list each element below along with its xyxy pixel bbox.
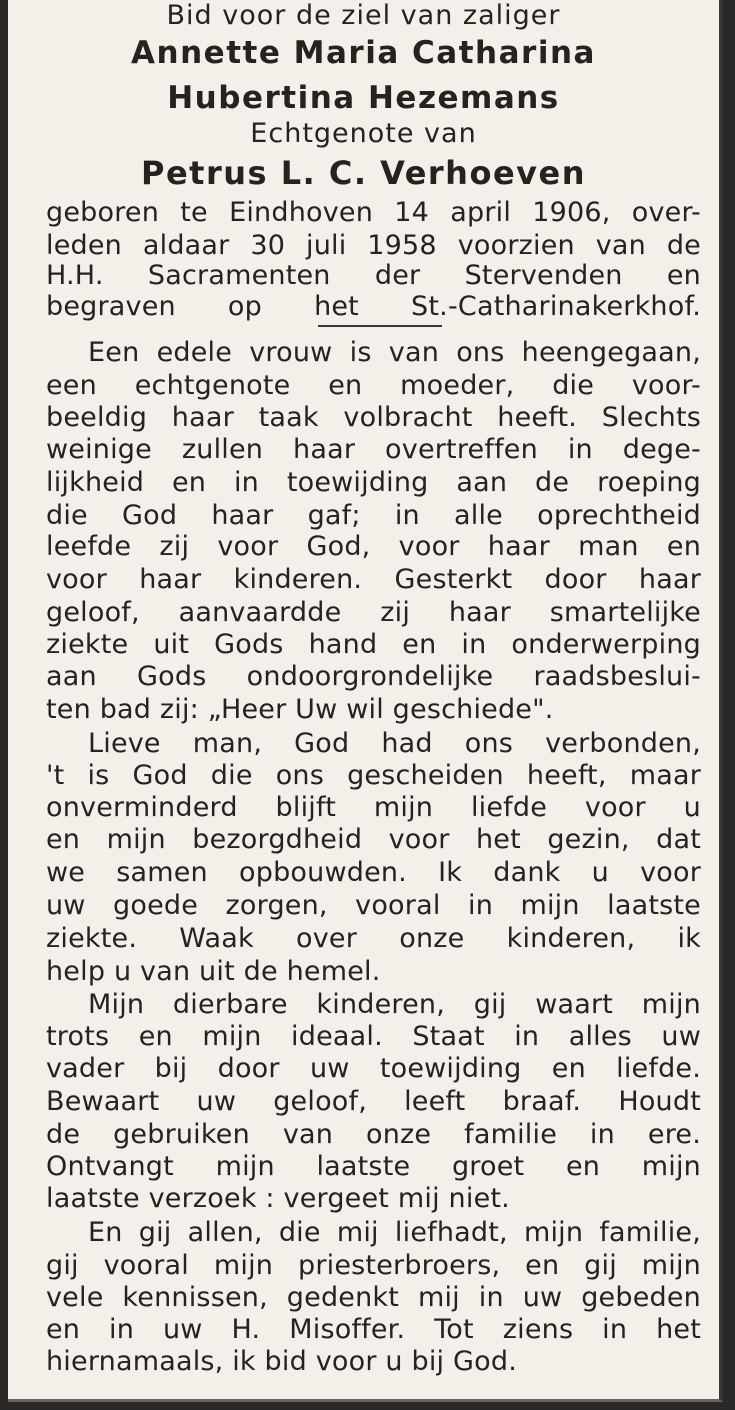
para3-line: Mijn dierbare kinderen, gij waart mijn [88,989,701,1020]
para3-line: Bewaart uw geloof, leeft braaf. Houdt [46,1086,701,1117]
para1-line: weinige zullen haar overtreffen in dege- [46,434,701,465]
para4-line: gij vooral mijn priesterbroers, en gij mijn [46,1250,701,1281]
para2-line: ziekte. Waak over onze kinderen, ik [46,923,701,954]
para4-line: hiernamaals, ik bid voor u bij God. [46,1346,517,1377]
para4-line: en in uw H. Misoffer. Tot ziens in het [46,1314,701,1345]
para3-line: vader bij door uw toewijding en liefde. [46,1053,701,1084]
para1-line: die God haar gaf; in alle oprechtheid [46,500,701,531]
para2-line: we samen opbouwden. Ik dank u voor [46,857,701,888]
para2-line: en mijn bezorgdheid voor het gezin, dat [46,824,701,855]
para2-line: uw goede zorgen, vooral in mijn laatste [46,890,701,921]
deceased-name-line1: Annette Maria Catharina [131,35,596,71]
divider-rule [318,325,442,327]
para4-line: vele kennissen, gedenkt mij in uw gebeden [46,1282,701,1313]
intro-text: Bid voor de ziel van zaliger [166,0,561,31]
memorial-card [8,0,723,1402]
para1-line: ziekte uit Gods hand en in onderwerping [46,629,701,660]
para1-line: leefde zij voor God, voor haar man en [46,531,701,562]
para2-line: Lieve man, God had ons verbonden, [88,728,701,759]
bio-line: geboren te Eindhoven 14 april 1906, over- [46,197,701,228]
bio-line: H.H. Sacramenten der Stervenden en [46,260,701,291]
deceased-name-line2: Hubertina Hezemans [167,80,560,116]
bio-line: leden aldaar 30 juli 1958 voorzien van de [46,230,701,261]
para1-line: Een edele vrouw is van ons heengegaan, [88,337,701,368]
para2-line: onverminderd blijft mijn liefde voor u [46,792,701,823]
para1-line: beeldig haar taak volbracht heeft. Slechts [46,402,701,433]
para1-line: voor haar kinderen. Gesterkt door haar [46,564,701,595]
bio-line: begraven op het St.-Catharinakerkhof. [46,291,701,322]
relation-text: Echtgenote van [250,118,477,149]
para1-line: ten bad zij: „Heer Uw wil geschiede". [46,694,554,725]
para3-line: de gebruiken van onze familie in ere. [46,1119,701,1150]
para3-line: Ontvangt mijn laatste groet en mijn [46,1151,701,1182]
para1-line: lijkheid en in toewijding aan de roeping [46,467,701,498]
para1-line: geloof, aanvaardde zij haar smartelijke [46,597,701,628]
para1-line: een echtgenote en moeder, die voor- [46,370,701,401]
para1-line: aan Gods ondoorgrondelijke raadsbeslui- [46,661,701,692]
para2-line: help u van uit de hemel. [46,956,381,987]
para2-line: 't is God die ons gescheiden heeft, maar [46,760,701,791]
para3-line: trots en mijn ideaal. Staat in alles uw [46,1021,701,1052]
spouse-name: Petrus L. C. Verhoeven [141,154,586,192]
para3-line: laatste verzoek : vergeet mij niet. [46,1183,510,1214]
para4-line: En gij allen, die mij liefhadt, mijn familie, [88,1217,701,1248]
